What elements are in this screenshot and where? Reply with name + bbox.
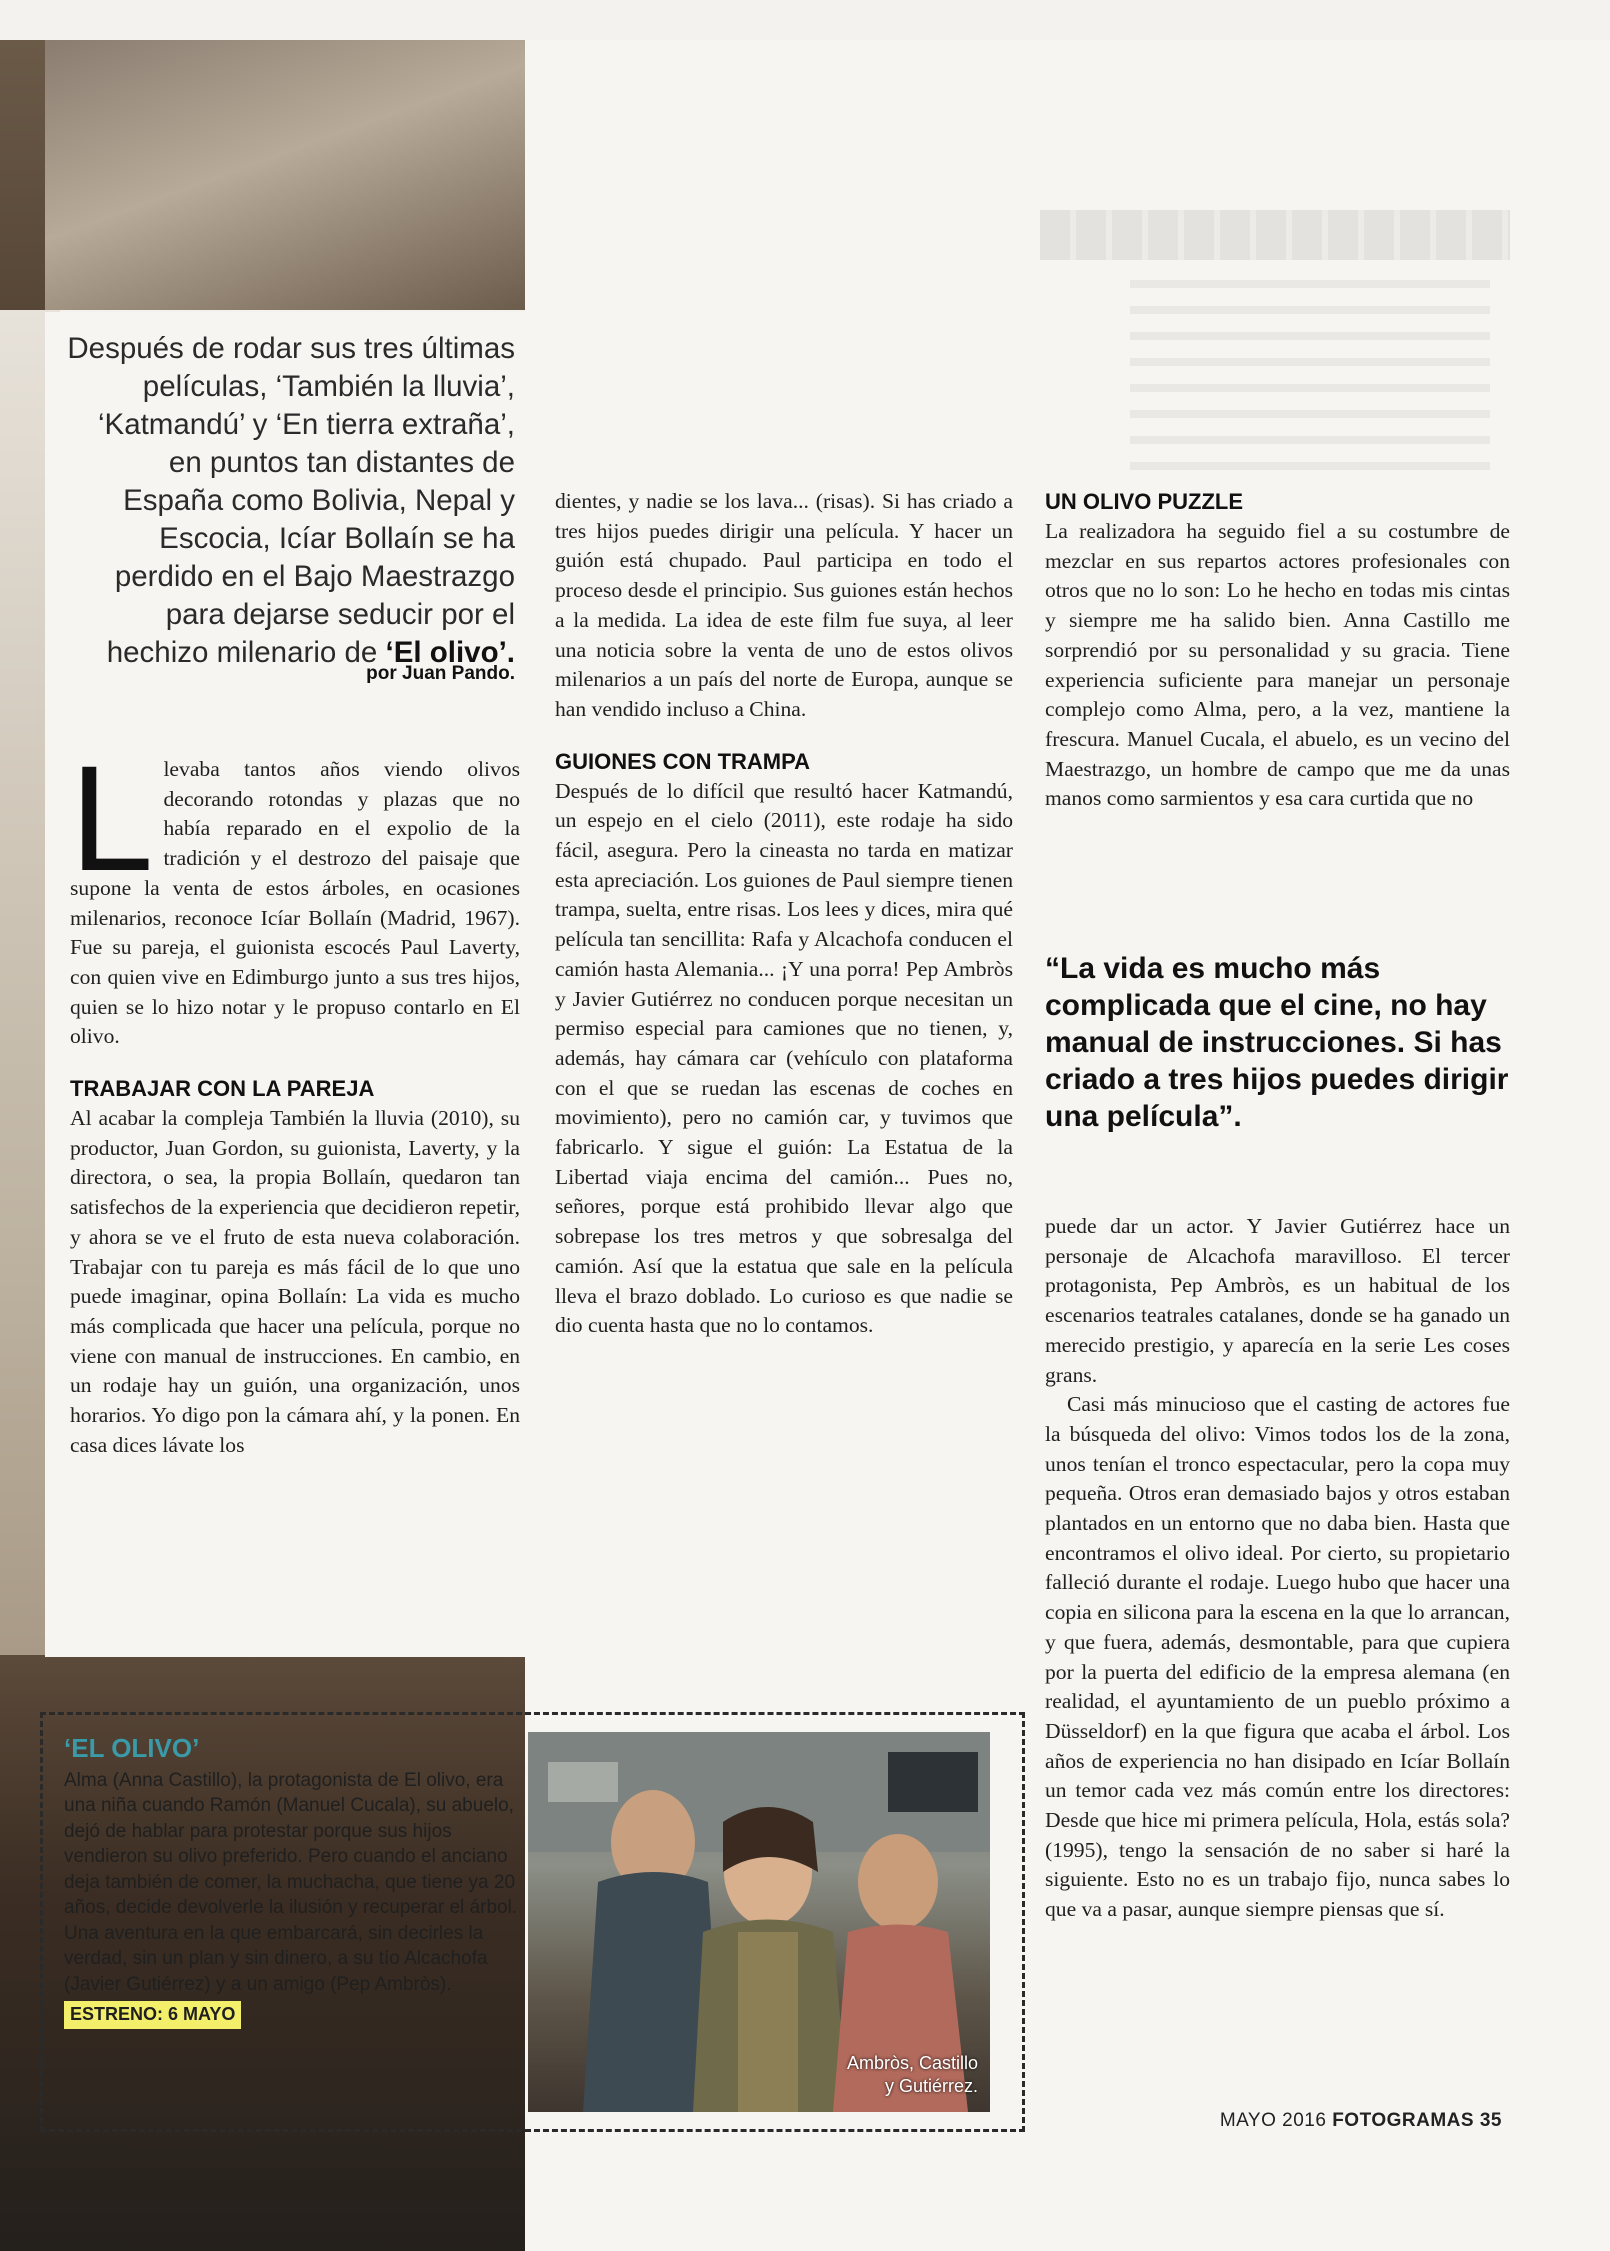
- subheading: GUIONES CON TRAMPA: [555, 748, 811, 774]
- photo-caption: [847, 2052, 978, 2098]
- bleed-through-heading: [1040, 210, 1510, 260]
- sidebar-content: [64, 1733, 519, 2029]
- byline: por Juan Pando.: [366, 663, 515, 684]
- column-1: [70, 734, 520, 1460]
- column-2: [555, 487, 1013, 1341]
- paragraph: levaba tantos años viendo olivos decorando rotondas y plazas que no había reparado en el expolio de la tradición y el destrozo del paisaje que supone la venta de estos árboles, en ocasiones milenarios, reconoce Icíar Bollaín (Madrid, 1967). Fue su pareja, el guionista escocés Paul Laverty, con quien vive en Edimburgo junto a sus tres hijos, quien se lo hizo notar y le propuso contarlo en El olivo.: [70, 757, 520, 1049]
- paragraph: La realizadora ha seguido fiel a su costumbre de mezclar en sus repartos actores profesionales con otros que no lo son: Lo he hecho en todas mis cintas y siempre me ha salido bien. Anna Castillo me sorprendió por su personalidad y su gracia. Tiene experiencia suficiente para manejar un personaje complejo como Alma, pero, a la vez, mantiene la frescura. Manuel Cucala, el abuelo, es un vecino del Maestrazgo, un hombre de campo que me da unas manos como sarmientos y esa cara curtida que no: [1045, 519, 1510, 811]
- issue-date: MAYO 2016: [1219, 2110, 1327, 2131]
- magazine-name: FOTOGRAMAS: [1332, 2110, 1475, 2131]
- article-intro: [65, 330, 515, 672]
- drop-cap: L: [70, 734, 154, 902]
- intro-text: Después de rodar sus tres últimas películas, ‘También la lluvia’, ‘Katmandú’ y ‘En tierra extraña’, en puntos tan distantes de España como Bolivia, Nepal y Escocia, Icíar Bollaín se ha perdido en el Bajo Maestrazgo para dejarse seducir por el hechizo milenario de: [67, 332, 515, 669]
- paragraph: Al acabar la compleja También la lluvia (2010), su productor, Juan Gordon, su guionista, Laverty, y la directora, o sea, la propia Bollaín, quedaron tan satisfechos de la experiencia que decidieron repetir, y ahora se ve el fruto de esta nueva colaboración. Trabajar con tu pareja es más fácil de lo que uno puede imaginar, opina Bollaín: La vida es mucho más complicada que hacer una película, porque no viene con manual de instrucciones. En cambio, en un rodaje hay un guión, una organización, unos horarios. Yo digo pon la cámara ahí, y la ponen. En casa dices lávate los: [70, 1106, 520, 1457]
- caption-line: y Gutiérrez.: [884, 2076, 978, 2096]
- intro-film-title: ‘El olivo’.: [385, 636, 515, 669]
- subheading: TRABAJAR CON LA PAREJA: [70, 1076, 375, 1102]
- film-still-photo: [528, 1732, 990, 2112]
- paragraph: Después de lo difícil que resultó hacer Katmandú, un espejo en el cielo (2011), este rodaje ha sido fácil, asegura. Pero la cineasta no tarda en matizar esta apreciación. Los guiones de Paul siempre tienen trampa, suelta, entre risas. Los lees y dices, mira qué película tan sencillita: Rafa y Alcachofa conducen el camión hasta Alemania... ¡Y una porra! Pep Ambròs y Javier Gutiérrez no conducen porque necesitan un permiso especial para camiones que no tienen, y, además, hay cámara car (vehículo con plataforma con el que se ruedan las escenas de coches en movimiento), pero no camión car, y tuvimos que fabricarlo. Y sigue el guión: La Estatua de la Libertad viaja encima del camión... Pues no, señores, porque está prohibido llevar algo que sobrepase los tres metros y que sobresalga del camión. Así que la estatua que sale en la película lleva el brazo doblado. Lo curioso es que nadie se dio cuenta hasta que no lo contamos.: [555, 778, 1013, 1338]
- paragraph: dientes, y nadie se los lava... (risas). Si has criado a tres hijos puedes dirigir una película. Y hacer un guión está chupado. Paul participa en todo el proceso desde el principio. Sus guiones están hechos a la medida. La idea de este film fue suya, al leer una noticia sobre la venta de uno de estos olivos milenarios a un país del norte de Europa, aunque se han vendido incluso a China.: [555, 489, 1013, 721]
- caption-line: Ambròs, Castillo: [846, 2053, 978, 2073]
- bleed-through-text: [1130, 280, 1490, 480]
- paragraph: Casi más minucioso que el casting de actores fue la búsqueda del olivo: Vimos todos los de la zona, unos tenían el tronco espectacular, pero la copa muy pequeña. Otros eran demasiado bajos y otros estaban plantados en un entorno que no daba bien. Hasta que encontramos el olivo ideal. Por cierto, su propietario falleció durante el rodaje. Luego hubo que hacer una copia en silicona para la escena en la que lo arrancan, y que fuera, además, desmontable, para que cupiera por la puerta del edificio de la empresa alemana (en realidad, el ayuntamiento de un pueblo próximo a Düsseldorf) en la que figura que acaba el árbol. Los años de experiencia no han disipado en Icíar Bollaín un temor cada vez más común entre los directores: Desde que hice mi primera película, Hola, estás sola? (1995), tengo la sensación de no saber si haré la siguiente. Esto no es un trabajo fijo, nunca sabes lo que va a pasar, aunque siempre piensas que sí.: [1045, 1392, 1510, 1922]
- column-3-bottom: [1045, 1212, 1510, 1925]
- sidebar-title: ‘EL OLIVO’: [64, 1733, 200, 1763]
- paragraph: puede dar un actor. Y Javier Gutiérrez hace un personaje de Alcachofa maravilloso. El tercer protagonista, Pep Ambròs, es un habitual de los escenarios teatrales catalanes, donde se ha ganado un merecido prestigio, y aparecía en la serie Les coses grans.: [1045, 1214, 1510, 1387]
- page-footer: [1220, 2110, 1502, 2132]
- page-number: 35: [1479, 2110, 1502, 2131]
- column-3-top: [1045, 487, 1510, 814]
- subheading: UN OLIVO PUZZLE: [1045, 489, 1243, 514]
- background-photo-top: [45, 40, 525, 310]
- pull-quote: “La vida es mucho más complicada que el cine, no hay manual de instrucciones. Si has criado a tres hijos puedes dirigir una película”.: [1045, 952, 1509, 1133]
- sidebar-text: Alma (Anna Castillo), la protagonista de El olivo, era una niña cuando Ramón (Manuel Cucala), su abuelo, dejó de hablar para protestar porque sus hijos vendieron su olivo preferido. Pero cuando el anciano deja también de comer, la muchacha, que tiene ya 20 años, decide devolverle la ilusión y recuperar el árbol. Una aventura en la que embarcará, sin decirles la verdad, sin un plan y sin dinero, a su tío Alcachofa (Javier Gutiérrez) y a un amigo (Pep Ambròs).: [64, 1769, 518, 1995]
- release-date-badge: ESTRENO: 6 MAYO: [64, 2001, 241, 2029]
